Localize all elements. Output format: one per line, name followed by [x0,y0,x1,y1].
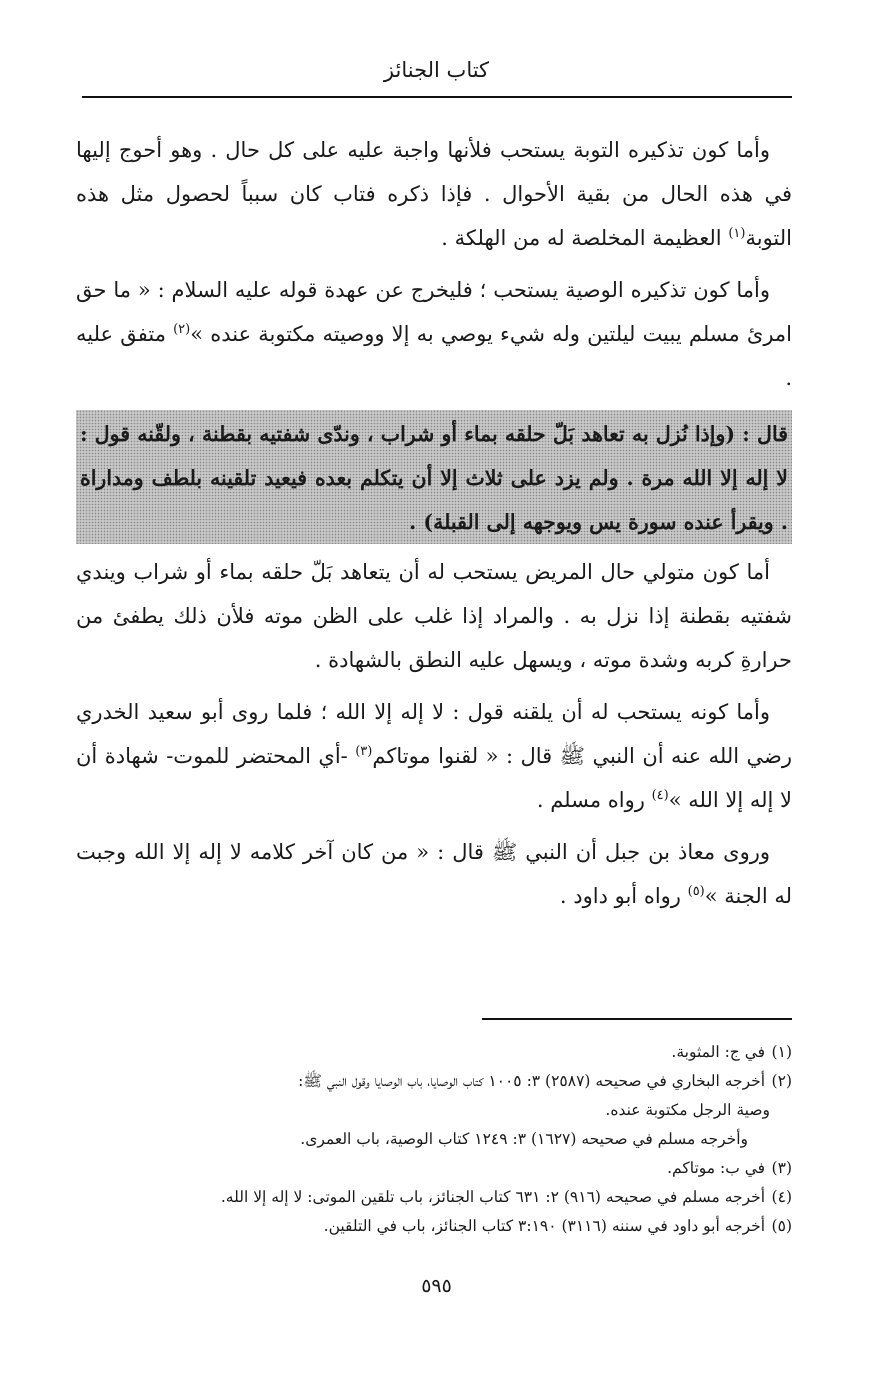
running-header: كتاب الجنائز [383,58,490,82]
highlighted-matn-text: قال : (وإذا نُزل به تعاهد بَلّ حلقه بماء أو شراب ، وندّى شفتيه بقطنة ، ولقّنه قول : لا إله إلا الله مرة . ولم يزد على ثلاث إلا أن يتكلم بعده فيعيد تلقينه بلطف ومداراة . ويقرأ عنده سورة يس ويوجهه إلى القبلة) . [76,410,792,544]
header-rule [82,96,792,98]
footnotes [76,1038,792,1241]
footnote-4: (٤) أخرجه مسلم في صحيحه (٩١٦) ٢: ٦٣١ كتاب الجنائز، باب تلقين الموتى: لا إله إلا الله. [220,1188,792,1206]
footnote-2-second-source: وأخرجه مسلم في صحيحه (١٦٢٧) ٣: ١٢٤٩ كتاب الوصية، باب العمرى. [300,1130,748,1148]
paragraph-1: وأما كون تذكيره التوبة يستحب فلأنها واجبة عليه على كل حال . وهو أحوج إليها في هذه الحال من بقية الأحوال . فإذا ذكره فتاب كان سبباً لحصول مثل هذه التوبة$^{(١)}$ العظيمة المخلصة له من الهلكة . [76,138,792,250]
footnote-2-continued: وصية الرجل مكتوبة عنده. [605,1101,770,1119]
paragraph-5: وروى معاذ بن جبل أن النبي ﷺ قال : « من كان آخر كلامه لا إله إلا الله وجبت له الجنة »$^{(٥)}$ رواه أبو داود . [76,840,792,908]
footnote-2: (٢) أخرجه البخاري في صحيحه (٢٥٨٧) ٣: ١٠٠٥ كتاب الوصايا، باب الوصايا وقول النبي ﷺ: [298,1072,792,1090]
footnote-ref-1[interactable]: (١) [728,226,746,241]
footnote-3: (٣) في ب: موتاكم. [667,1159,792,1177]
main-text [76,128,792,926]
footnote-ref-2[interactable]: (٢) [173,322,191,337]
paragraph-3: أما كون متولي حال المريض يستحب له أن يتعاهد بَلّ حلقه بماء أو شراب ويندي شفتيه بقطنة إذا نزل به . والمراد إذا غلب على الظن موته فلأن ذلك يطفئ من حرارةِ كربه وشدة موته ، ويسهل عليه النطق بالشهادة . [76,560,792,672]
footnote-rule [482,1018,792,1020]
paragraph-4: وأما كونه يستحب له أن يلقنه قول : لا إله إلا الله ؛ فلما روى أبو سعيد الخدري رضي الله عنه أن النبي ﷺ قال : « لقنوا موتاكم$^{(٣)}$ -أي المحتضر للموت- شهادة أن لا إله إلا الله »$^{(٤)}$ رواه مسلم . [76,700,792,812]
paragraph-2: وأما كون تذكيره الوصية يستحب ؛ فليخرج عن عهدة قوله عليه السلام : « ما حق امرئ مسلم يبيت ليلتين وله شيء يوصي به إلا ووصيته مكتوبة عنده »$^{(٢)}$ متفق عليه . [76,278,792,390]
page-number: ٥٩٥ [421,1275,452,1297]
footnote-1: (١) في ج: المثوبة. [671,1043,792,1061]
footnote-5: (٥) أخرجه أبو داود في سننه (٣١١٦) ٣:١٩٠ كتاب الجنائز، باب في التلقين. [323,1217,792,1235]
footnote-ref-4[interactable]: (٤) [651,788,669,803]
footnote-ref-5[interactable]: (٥) [687,884,705,899]
footnote-ref-3[interactable]: (٣) [355,744,373,759]
